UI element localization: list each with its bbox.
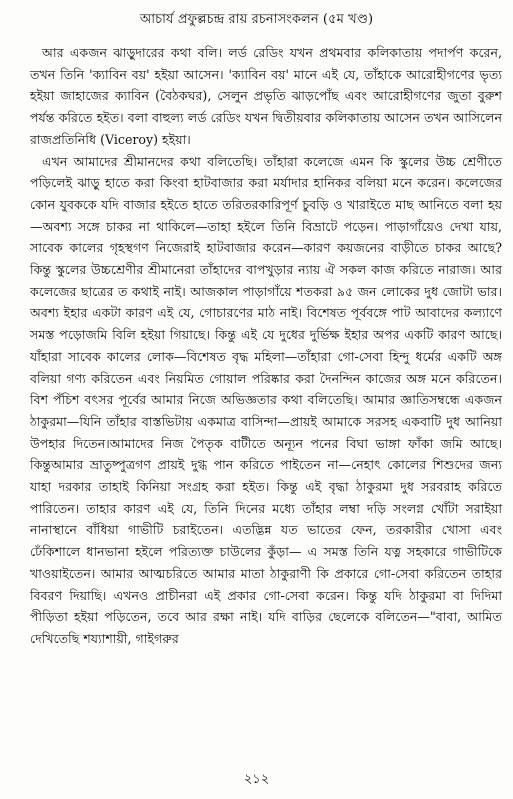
paragraph: এখন আমাদের শ্রীমানদের কথা বলিতেছি। তাঁহারা কলেজে এমন কি স্কুলের উচ্চ শ্রেণীতে পড়িলেই ঝাড়ু হাতে করা কিংবা হাটবাজার করা মর্যাদার হানিকর বলিয়া মনে করেন। কলেজের কোন যুবককে যদি বাজার হইতে হাতে তরিতরকারিপূর্ণ চুবড়ি ও খারাইতে মাছ আনিতে বলা হয়—অবশ্য সঙ্গে চাকর না থাকিলে—তাহা হইলে তিনি বিভ্রাটে পড়েন। পাড়াগাঁয়েও দেখা যায়, সাবেক কালের গৃহস্থগণ নিজেরাই হাটবাজার করেন—কারণ কয়জনের বাড়ীতে চাকর আছে? কিন্তু স্কুলের উচ্চশ্রেণীর শ্রীমানেরা তাঁহাদের বাপখুড়ার ন্যায় ঐ সকল কাজ করিতে নারাজ। আর কলেজের ছাত্রের ত কথাই নাই। আজকাল পাড়াগাঁয়ে শতকরা ৯৫ জন লোকের দুধ জোটা ভার। অবশ্য ইহার একটা কারণ এই যে, গোচারণের মাঠ নাই। বিশেষত পূর্ববঙ্গে পাট আবাদের কল্যাণে সমস্ত পড়োজমি বিলি হইয়া গিয়াছে। কিন্তু এই যে দুধের দুর্ভিক্ষ ইহার অপর একটি কারণ আছে। যাঁহারা সাবেক কালের লোক—বিশেষত বৃদ্ধ মহিলা—তাঁহারা গো-সেবা হিন্দু ধর্মের একটি অঙ্গ বলিয়া গণ্য করিতেন এবং নিয়মিত গোয়াল পরিষ্কার করা দৈনন্দিন কাজের অঙ্গ মনে করিতেন। বিশ পঁচিশ বৎসর পূর্বের আমার নিজে অভিজ্ঞতার কথা বলিতেছি। আমার জ্ঞাতিসম্বন্ধে একজন ঠাকুরমা—যিনি তাঁহার বাস্তভিটায় একমাত্র বাসিন্দা—প্রায়ই আমাকে সরসহ একবাটি দুধ আনিয়া উপহার দিতেন।আমাদের নিজ পৈতৃক বাটীতে অন্যূন পনের বিঘা ভাঙ্গা ফাঁকা জমি আছে। কিন্তুআমার ভ্রাতুষ্পুত্রগণ প্রায়ই দুগ্ধ পান করিতে পাইতেন না—নেহাৎ কোলের শিশুদের জন্য যাহা দরকার তাহাই কিনিয়া সংগ্রহ করা হইত। কিন্তু এই বৃদ্ধা ঠাকুরমা দুধ সরবরাহ করিতে পারিতেন। তাহার কারণ এই যে, তিনি দিনের মধ্যে তাঁহার লম্বা দড়ি সংলগ্ন খোঁটা সরাইয়া নানাস্থানে বাঁধিয়া গাভীটি চরাইতেন। এতদ্ভিন্ন যত ভাতের ফেন, তরকারীর খোসা এবং ঢেঁকিশালে ধানভানা হইলে পরিত্যক্ত চাউলের কুঁড়া— এ সমস্ত তিনি যত্ন সহকারে গাভীটিকে খাওয়াইতেন। আমার আত্মচরিতে আমার মাতা ঠাকুরাণী কি প্রকারে গো-সেবা করিতেন তাহার বিবরণ দিয়াছি। এখনও প্রাচীনরা এই প্রকার গো-সেবা করেন। কিন্তু যদি ঠাকুরমা বা দিদিমা পীড়িতা হইয়া পড়িতেন, তবে আর রক্ষা নাই। যদি বাড়ির ছেলেকে বলিতেন—"বাবা, আমিত দেখিতেছি শয্যাশায়ী, গাইগরুর [30,153,502,646]
paragraph: আর একজন ঝাড়ুদারের কথা বলি। লর্ড রেডিং যখন প্রথমবার কলিকাতায় পদার্পণ করেন, তখন তিনি 'ক্যাবিন বয়' হইয়া আসেন। 'ক্যাবিন বয়' মানে এই যে, তাঁহাকে আরোহীগণের ভৃত্য হইয়া জাহাজের ক্যাবিন (বৈঠকঘর), সেলুন প্রভৃতি ঝাড়পোঁছ এবং আরোহীগণের জুতা বুরুশ পর্যন্ত করিতে হইত। বলা বাহুল্য লর্ড রেডিং যখন দ্বিতীয়বার কলিকাতায় আসেন তখন আসিলেন রাজপ্রতিনিধি (Viceroy) হইয়া। [30,45,502,147]
running-head: আচার্য প্রফুল্লচন্দ্র রায় রচনাসংকলন (৫ম খণ্ড) [139,12,374,27]
page-number: ২১২ [243,772,270,787]
body-text [30,42,502,650]
